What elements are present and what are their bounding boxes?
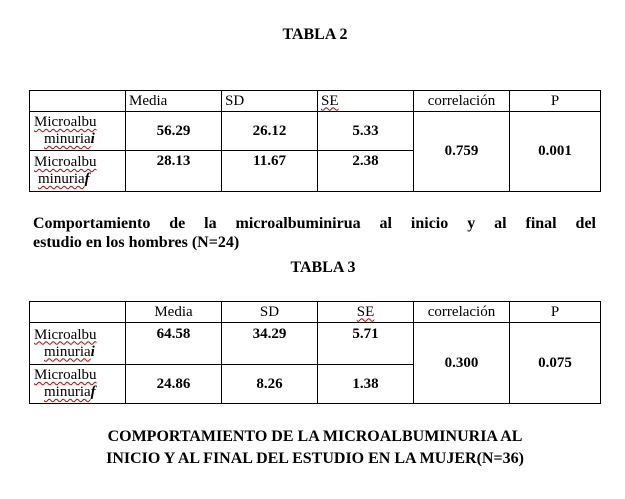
cell-sd: 26.12 bbox=[222, 112, 318, 151]
caption-line-2: INICIO Y AL FINAL DEL ESTUDIO EN LA MUJER(N=36) bbox=[106, 450, 524, 467]
table-header-row bbox=[30, 91, 601, 112]
tabla-2-title: TABLA 2 bbox=[282, 26, 348, 43]
row-label-microalbuminuria-f: Microalbu minuriaf bbox=[30, 365, 126, 404]
cell-se: 2.38 bbox=[318, 151, 414, 192]
header-se: SE bbox=[318, 302, 414, 323]
cell-media: 28.13 bbox=[126, 151, 222, 192]
cell-se: 5.33 bbox=[318, 112, 414, 151]
cell-se: 1.38 bbox=[318, 365, 414, 404]
cell-sd: 8.26 bbox=[222, 365, 318, 404]
table-row bbox=[30, 323, 601, 365]
tabla-3-caption bbox=[0, 426, 625, 470]
tabla-3 bbox=[29, 301, 601, 404]
cell-sd: 34.29 bbox=[222, 323, 318, 365]
table-row bbox=[30, 112, 601, 151]
header-blank-cell bbox=[30, 302, 126, 323]
header-blank-cell bbox=[30, 91, 126, 112]
header-sd: SD bbox=[222, 91, 318, 112]
cell-p: 0.001 bbox=[510, 112, 601, 192]
tabla-2-caption bbox=[33, 214, 596, 252]
caption-line-2: estudio en los hombres (N=24) bbox=[33, 234, 240, 251]
header-media: Media bbox=[126, 302, 222, 323]
header-correlacion: correlación bbox=[414, 302, 510, 323]
cell-correlacion: 0.300 bbox=[414, 323, 510, 404]
cell-p: 0.075 bbox=[510, 323, 601, 404]
cell-sd: 11.67 bbox=[222, 151, 318, 192]
header-media: Media bbox=[126, 91, 222, 112]
row-label-microalbuminuria-i: Microalbu minuriai bbox=[30, 323, 126, 365]
cell-media: 64.58 bbox=[126, 323, 222, 365]
caption-line-1: Comportamiento de la microalbuminirua al inicio y al final del bbox=[33, 215, 596, 232]
row-label-microalbuminuria-i: Microalbu minuriai bbox=[30, 112, 126, 151]
header-correlacion: correlación bbox=[414, 91, 510, 112]
tabla-3-title: TABLA 3 bbox=[290, 259, 356, 276]
row-label-microalbuminuria-f: Microalbu minuriaf bbox=[30, 151, 126, 192]
cell-correlacion: 0.759 bbox=[414, 112, 510, 192]
cell-se: 5.71 bbox=[318, 323, 414, 365]
header-sd: SD bbox=[222, 302, 318, 323]
table-header-row bbox=[30, 302, 601, 323]
cell-media: 56.29 bbox=[126, 112, 222, 151]
header-se: SE bbox=[318, 91, 414, 112]
caption-line-1: COMPORTAMIENTO DE LA MICROALBUMINURIA AL bbox=[107, 428, 523, 445]
cell-media: 24.86 bbox=[126, 365, 222, 404]
header-p: P bbox=[510, 302, 601, 323]
header-p: P bbox=[510, 91, 601, 112]
tabla-2 bbox=[29, 90, 601, 192]
